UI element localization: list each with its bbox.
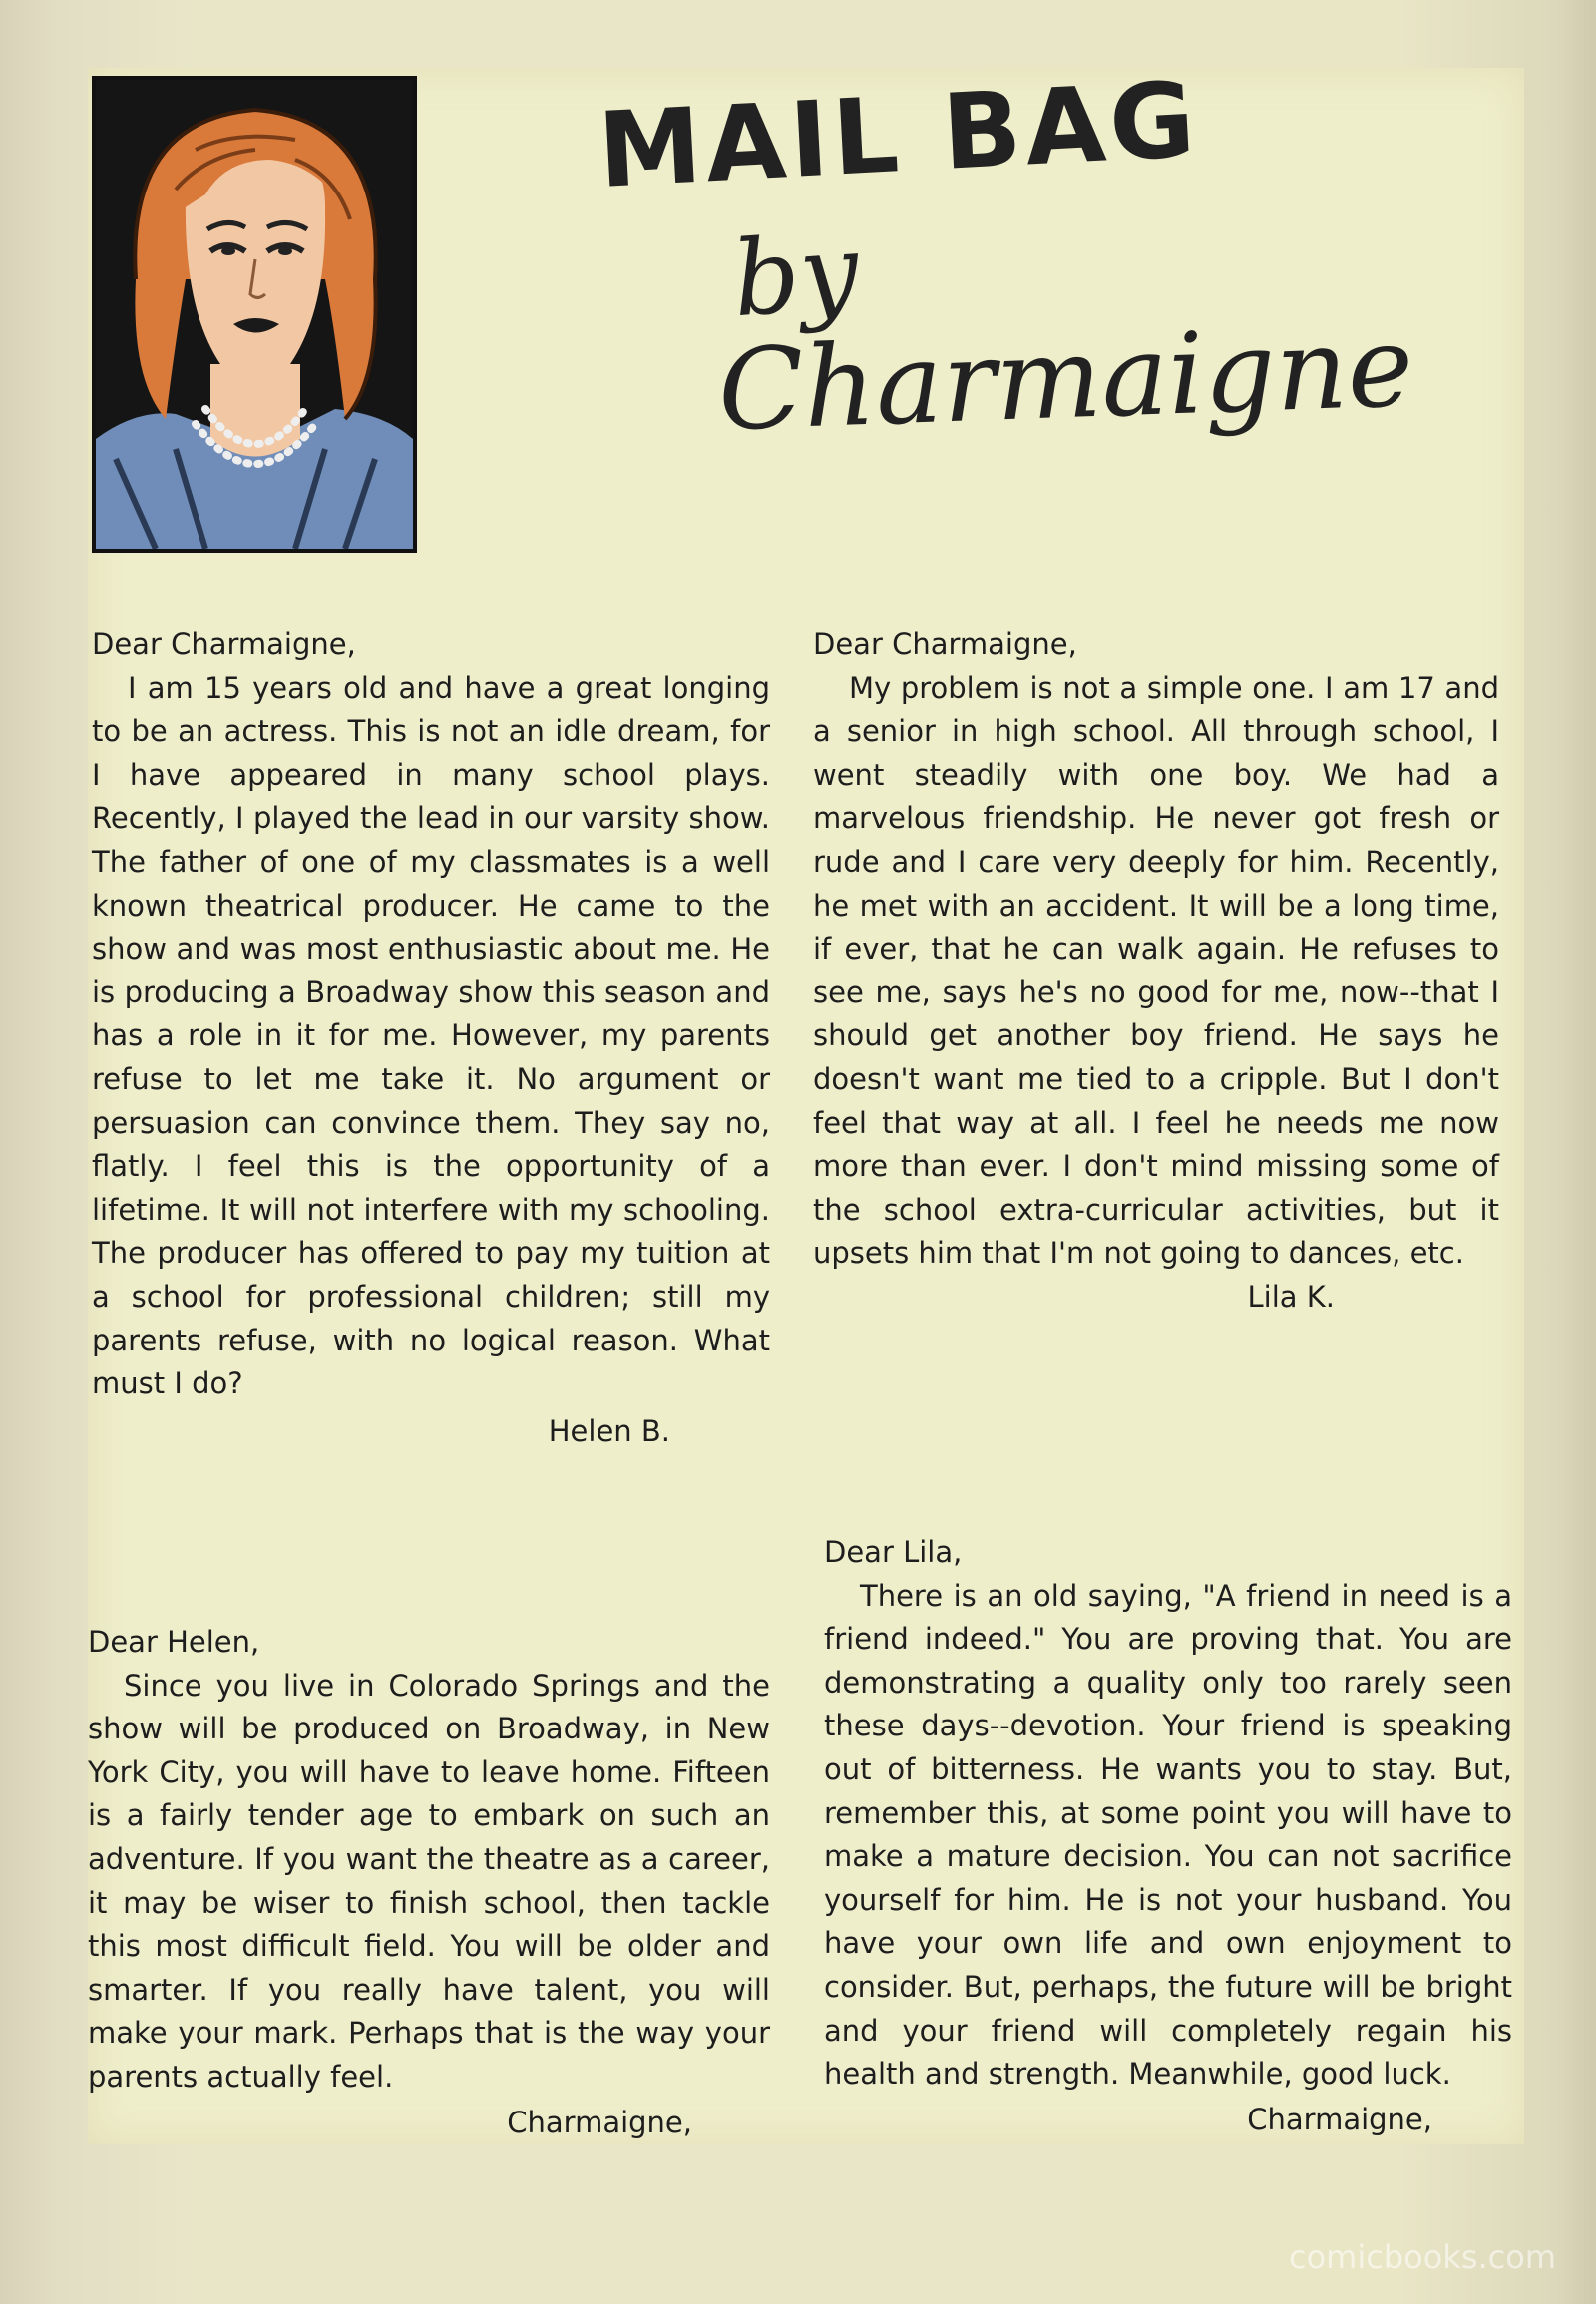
reply-body: Since you live in Colorado Springs and the show will be produced on Broadway, in New York City, you will have to leave home. Fifteen is a fairly tender age to embark on such an adventure. If you want the theatre as a career, it may be wiser to finish school, then tackle this most difficult field. You will be older and smarter. If you really have talent, you will make your mark. Perhaps that is the way your parents actually feel. xyxy=(88,1668,770,2094)
letter-signature: Helen B. xyxy=(548,1413,670,1448)
letter-body: I am 15 years old and have a great longing to be an actress. This is not an idle dream, for I have appeared in many school plays. Recently, I played the lead in our varsity show. The father of one of my classmates is a well known theatrical producer. He came to the show and was most enthusiastic about me. He is producing a Broadway show this season and has a role in it for me. However, my parents refuse to let me take it. No argument or persuasion can convince them. They say no, flatly. I feel this is the opportunity of a lifetime. It will not interfere with my schooling. The producer has offered to pay my tuition at a school for professional children; still my parents refuse, with no logical reason. What must I do? xyxy=(92,670,770,1401)
byline-by: by xyxy=(728,209,863,341)
portrait-illustration xyxy=(96,80,413,549)
reply-salutation: Dear Lila, xyxy=(824,1535,963,1569)
reply-to-lila xyxy=(824,1531,1512,2141)
reply-signature: Charmaigne, xyxy=(507,2105,692,2139)
reply-signature: Charmaigne, xyxy=(1247,2102,1432,2136)
reply-body: There is an old saying, "A friend in need is a friend indeed." You are proving that. You are demonstrating a quality only too rarely seen these days--devotion. Your friend is speaking out of bitterness. He wants you to stay. But, remember this, at some point you will have to make a mature decision. You can not sacrifice yourself for him. He is not your husband. You have your own life and own enjoyment to consider. But, perhaps, the future will be bright and your friend will completely regain his health and strength. Meanwhile, good luck. xyxy=(824,1578,1512,2092)
mail-bag-title: MAIL BAG xyxy=(595,58,1202,211)
letter-salutation: Dear Charmaigne, xyxy=(813,627,1077,661)
letter-from-lila xyxy=(813,623,1499,1320)
charmaigne-portrait xyxy=(92,76,417,553)
byline-author: Charmaigne xyxy=(715,301,1416,457)
letter-signature: Lila K. xyxy=(1247,1279,1335,1314)
reply-salutation: Dear Helen, xyxy=(88,1625,260,1659)
reply-to-helen xyxy=(88,1621,770,2144)
site-watermark: comicbooks.com xyxy=(1288,2238,1556,2276)
letter-body: My problem is not a simple one. I am 17 and a senior in high school. All through school, I went steadily with one boy. We had a marvelous friendship. He never got fresh or rude and I care very deeply for him. Recently, he met with an accident. It will be a long time, if ever, that he can walk again. He refuses to see me, says he's no good for me, now--that I should get another boy friend. He says he doesn't want me tied to a cripple. But I don't feel that way at all. I feel he needs me now more than ever. I don't mind missing some of the school extra-curricular activities, but it upsets him that I'm not going to dances, etc. xyxy=(813,670,1499,1271)
letter-from-helen xyxy=(92,623,770,1453)
letter-salutation: Dear Charmaigne, xyxy=(92,627,356,661)
